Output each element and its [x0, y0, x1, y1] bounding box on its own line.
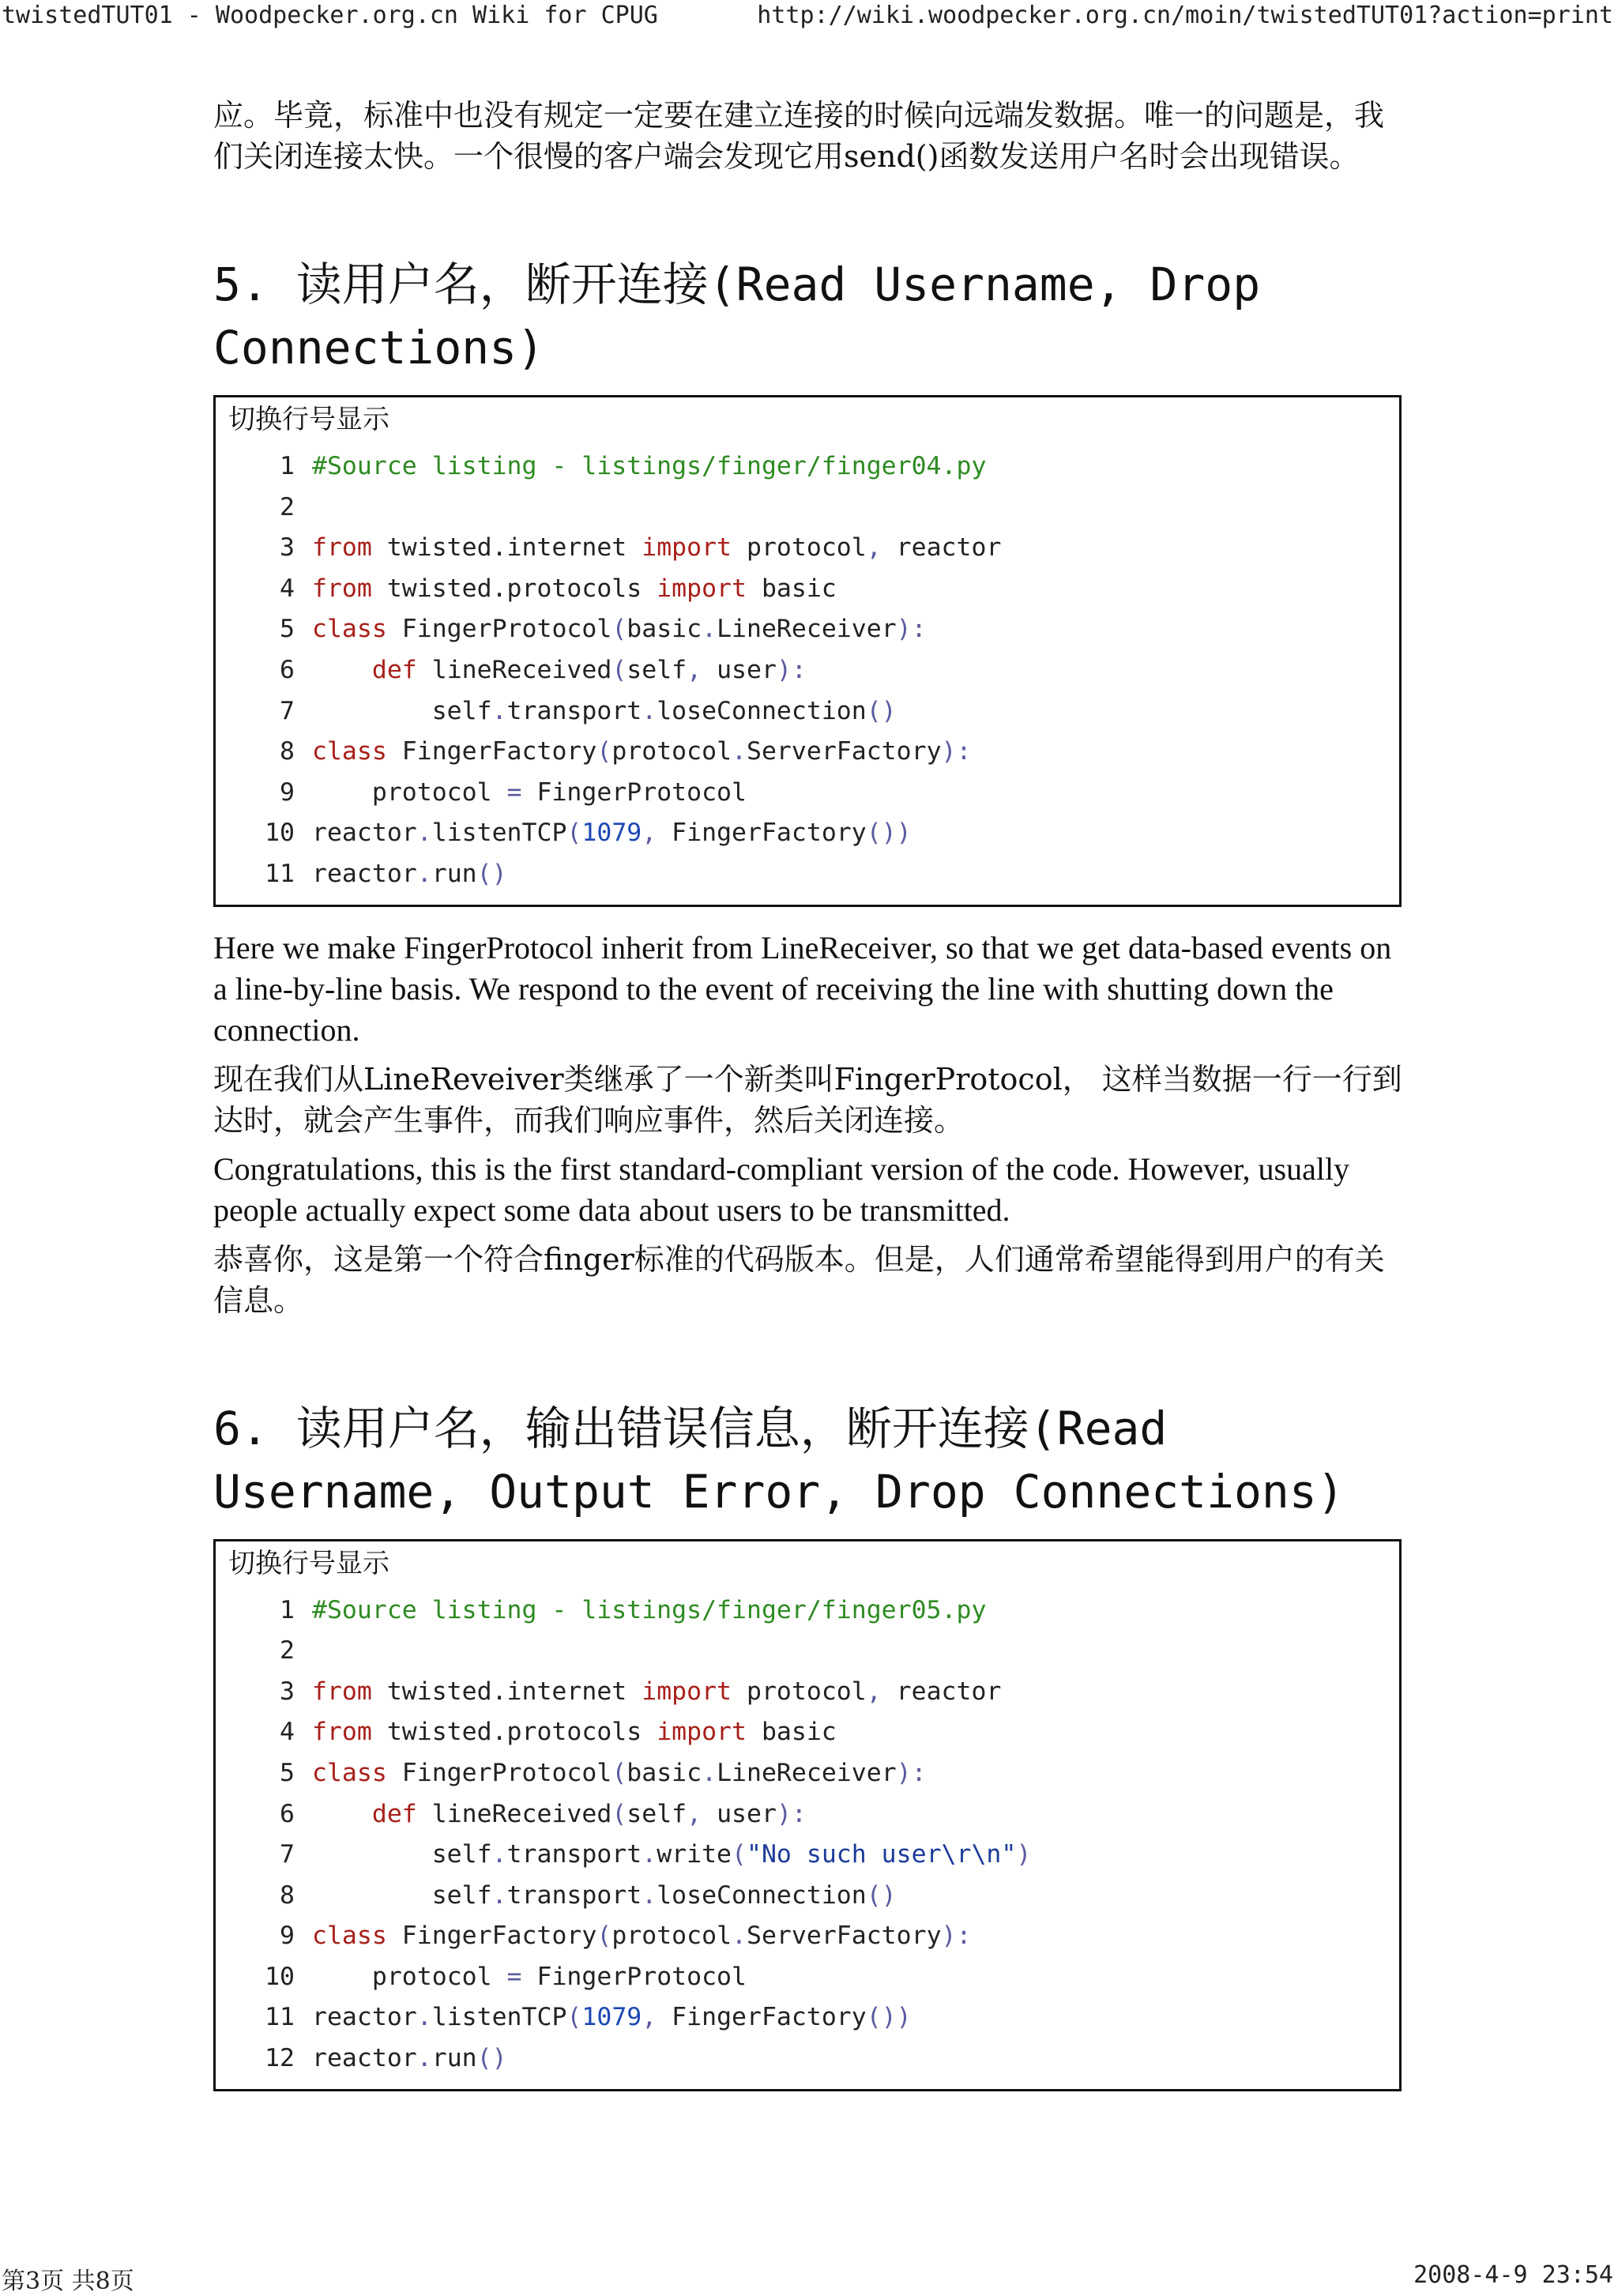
code-line — [216, 569, 1399, 610]
line-number: 4 — [280, 574, 295, 603]
code-text — [295, 1631, 327, 1672]
page-header-url: http://wiki.woodpecker.org.cn/moin/twistedTUT01?action=print — [757, 2, 1613, 29]
line-number: 2 — [280, 492, 295, 521]
code-text: #Source listing - listings/finger/finger05.py — [312, 1595, 987, 1624]
code-line — [216, 528, 1399, 569]
paragraph-zh-2: 恭喜你，这是第一个符合finger标准的代码版本。但是，人们通常希望能得到用户的有关信息。 — [213, 1241, 1385, 1318]
line-number: 5 — [280, 615, 295, 644]
code-line — [216, 1794, 1399, 1835]
code-line — [216, 487, 1399, 529]
code-line — [216, 813, 1399, 854]
line-number: 10 — [265, 819, 295, 848]
code-block-finger05 — [213, 1539, 1402, 2091]
code-text: protocol = FingerProtocol — [312, 1962, 747, 1991]
line-number: 8 — [280, 1880, 295, 1910]
line-number: 9 — [280, 777, 295, 807]
section-6-heading: 6. 读用户名，输出错误信息，断开连接(Read Username, Output Error, Drop Connections) — [213, 1401, 1345, 1519]
code-text: protocol = FingerProtocol — [312, 777, 747, 807]
code-text: reactor.run() — [312, 859, 507, 888]
code-line — [216, 650, 1399, 691]
code-text: from twisted.protocols import basic — [312, 574, 837, 603]
code-line — [216, 1957, 1399, 1998]
code-line — [216, 1712, 1399, 1753]
code-text: class FingerProtocol(basic.LineReceiver): — [312, 1758, 927, 1787]
code-line — [216, 1590, 1399, 1632]
code-line — [216, 2038, 1399, 2080]
page-footer-datetime: 2008-4-9 23:54 — [1413, 2261, 1613, 2289]
code-text: reactor.run() — [312, 2044, 507, 2073]
code-line — [216, 854, 1399, 895]
code-line — [216, 732, 1399, 773]
line-number: 11 — [265, 859, 295, 888]
code-text: def lineReceived(self, user): — [371, 655, 807, 684]
code-text: class FingerProtocol(basic.LineReceiver): — [312, 615, 927, 644]
toggle-line-numbers-link[interactable]: 切换行号显示 — [228, 404, 389, 435]
line-number: 5 — [280, 1758, 295, 1787]
code-text: from twisted.protocols import basic — [312, 1718, 837, 1747]
code-listing — [216, 1590, 1399, 2080]
line-number: 12 — [265, 2044, 295, 2073]
code-line — [216, 446, 1399, 487]
paragraph-zh-1: 现在我们从LineReveiver类继承了一个新类叫FingerProtocol， 这样当数据一行一行到达时，就会产生事件，而我们响应事件，然后关闭连接。 — [213, 1061, 1402, 1138]
code-line — [216, 609, 1399, 650]
line-number: 11 — [265, 2003, 295, 2032]
code-text: reactor.listenTCP(1079, FingerFactory()) — [312, 2003, 912, 2032]
line-number: 6 — [280, 655, 295, 684]
line-number: 8 — [280, 737, 295, 766]
code-text: class FingerFactory(protocol.ServerFactory): — [312, 737, 972, 766]
code-text: self.transport.write("No such user\r\n") — [312, 1840, 1032, 1869]
code-line — [216, 1631, 1399, 1672]
code-text: self.transport.loseConnection() — [312, 696, 897, 725]
code-block-finger04 — [213, 395, 1402, 907]
code-text: reactor.listenTCP(1079, FingerFactory()) — [312, 819, 912, 848]
line-number: 6 — [280, 1799, 295, 1828]
page-footer-page-number: 第3页 共8页 — [2, 2268, 134, 2295]
code-text: def lineReceived(self, user): — [371, 1799, 807, 1828]
line-number: 7 — [280, 1840, 295, 1869]
code-line — [216, 1876, 1399, 1917]
line-number: 1 — [280, 452, 295, 480]
line-number: 10 — [265, 1962, 295, 1991]
line-number: 3 — [280, 1677, 295, 1706]
code-text — [295, 487, 327, 529]
code-line — [216, 773, 1399, 814]
intro-paragraph: 应。毕竟，标准中也没有规定一定要在建立连接的时候向远端发数据。唯一的问题是，我们关闭连接太快。一个很慢的客户端会发现它用send()函数发送用户名时会出现错误。 — [213, 98, 1385, 174]
line-number: 4 — [280, 1718, 295, 1747]
code-text: #Source listing - listings/finger/finger04.py — [312, 452, 987, 480]
line-number: 2 — [280, 1636, 295, 1666]
code-listing — [216, 446, 1399, 895]
paragraph-en-2: Congratulations, this is the first standard-compliant version of the code. However, usually people actually expect some data about users to be transmitted. — [213, 1150, 1350, 1228]
code-line — [216, 1672, 1399, 1713]
section-5-heading: 5. 读用户名，断开连接(Read Username, Drop Connections) — [213, 258, 1261, 375]
code-text: self.transport.loseConnection() — [312, 1880, 897, 1910]
line-number: 3 — [280, 533, 295, 563]
line-number: 7 — [280, 696, 295, 725]
code-line — [216, 1916, 1399, 1957]
code-line — [216, 1997, 1399, 2038]
line-number: 1 — [280, 1595, 295, 1624]
line-number: 9 — [280, 1921, 295, 1951]
document-content — [213, 95, 1406, 2112]
toggle-line-numbers-link[interactable]: 切换行号显示 — [228, 1547, 389, 1579]
page-header-title: twistedTUT01 - Woodpecker.org.cn Wiki for CPUG — [2, 2, 658, 29]
code-text: from twisted.internet import protocol, reactor — [312, 533, 1002, 563]
code-line — [216, 1835, 1399, 1876]
code-text: class FingerFactory(protocol.ServerFactory): — [312, 1921, 972, 1951]
code-text: from twisted.internet import protocol, reactor — [312, 1677, 1002, 1706]
code-line — [216, 1753, 1399, 1794]
code-line — [216, 691, 1399, 732]
paragraph-en-1: Here we make FingerProtocol inherit from LineReceiver, so that we get data-based events on a line-by-line basis. We respond to the event of receiving the line with shutting down the connection. — [213, 929, 1392, 1048]
